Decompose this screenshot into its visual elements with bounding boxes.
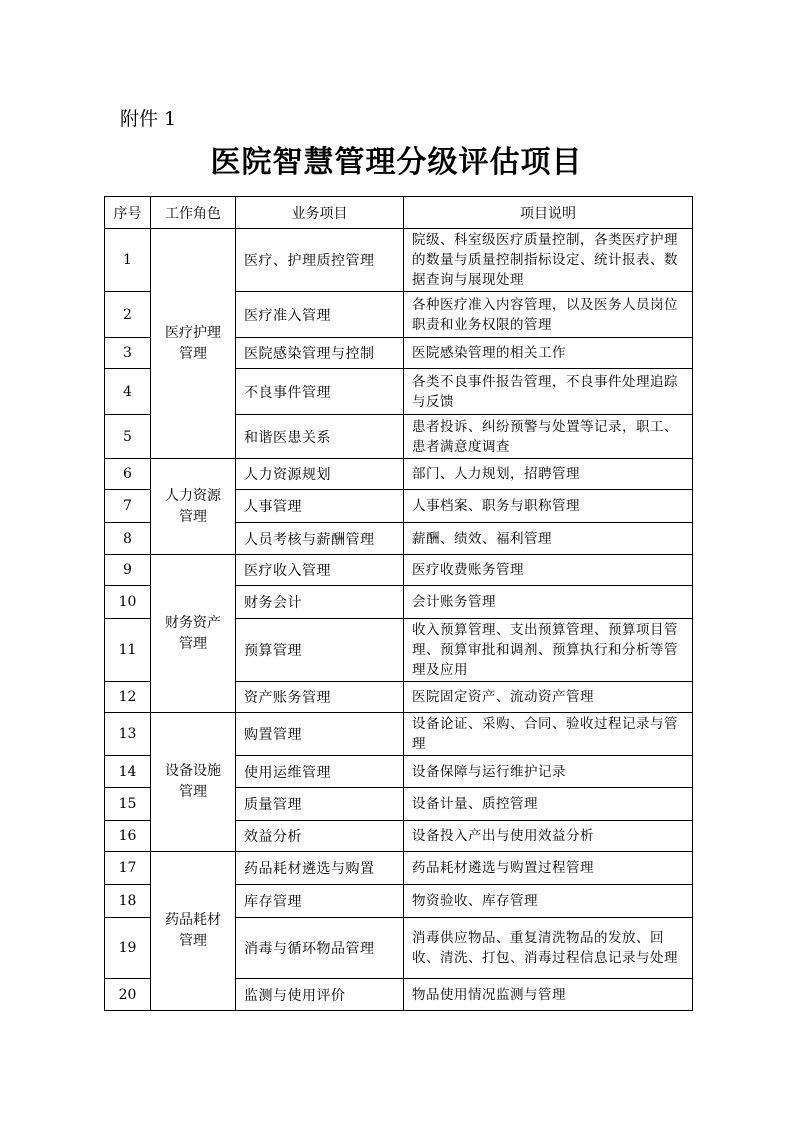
cell-item: 财务会计 — [236, 586, 404, 619]
page-title: 医院智慧管理分级评估项目 — [210, 145, 583, 180]
cell-desc: 收入预算管理、支出预算管理、预算项目管理、预算审批和调剂、预算执行和分析等管理及应用 — [404, 619, 693, 682]
cell-item: 药品耗材遴选与购置 — [236, 852, 404, 885]
cell-no: 7 — [105, 490, 151, 523]
cell-no: 13 — [105, 713, 151, 756]
cell-no: 10 — [105, 586, 151, 619]
cell-desc: 物品使用情况监测与管理 — [404, 979, 693, 1011]
cell-no: 11 — [105, 619, 151, 682]
cell-item: 预算管理 — [236, 619, 404, 682]
cell-role — [151, 852, 236, 1011]
cell-desc: 薪酬、绩效、福利管理 — [404, 523, 693, 555]
cell-no: 15 — [105, 788, 151, 821]
cell-desc: 设备保障与运行维护记录 — [404, 756, 693, 788]
table-row — [105, 229, 693, 292]
cell-item: 医疗准入管理 — [236, 292, 404, 338]
table-body — [105, 229, 693, 1011]
cell-desc: 人事档案、职务与职称管理 — [404, 490, 693, 523]
cell-role — [151, 459, 236, 555]
cell-no: 5 — [105, 415, 151, 459]
cell-no: 18 — [105, 885, 151, 918]
cell-role — [151, 229, 236, 459]
evaluation-table — [104, 196, 693, 1011]
cell-desc: 会计账务管理 — [404, 586, 693, 619]
cell-item: 不良事件管理 — [236, 369, 404, 415]
table-header-row — [105, 197, 693, 229]
cell-role — [151, 555, 236, 713]
cell-desc: 医疗收费账务管理 — [404, 555, 693, 586]
role-label: 医疗护理管理 — [165, 324, 221, 362]
role-label: 药品耗材管理 — [165, 912, 221, 949]
cell-item: 质量管理 — [236, 788, 404, 821]
role-label: 设备设施管理 — [165, 763, 221, 800]
cell-desc: 医院固定资产、流动资产管理 — [404, 682, 693, 713]
cell-no: 20 — [105, 979, 151, 1011]
cell-item: 人事管理 — [236, 490, 404, 523]
cell-desc: 部门、人力规划，招聘管理 — [404, 459, 693, 490]
role-label: 财务资产管理 — [165, 614, 221, 652]
cell-desc: 各种医疗准入内容管理，以及医务人员岗位职责和业务权限的管理 — [404, 292, 693, 338]
cell-desc: 设备投入产出与使用效益分析 — [404, 821, 693, 852]
attachment-label: 附件 1 — [120, 108, 177, 130]
table-row — [105, 713, 693, 756]
table-row — [105, 852, 693, 885]
cell-desc: 消毒供应物品、重复清洗物品的发放、回收、清洗、打包、消毒过程信息记录与处理 — [404, 918, 693, 979]
cell-item: 和谐医患关系 — [236, 415, 404, 459]
cell-no: 4 — [105, 369, 151, 415]
cell-desc: 物资验收、库存管理 — [404, 885, 693, 918]
cell-desc: 院级、科室级医疗质量控制，各类医疗护理的数量与质量控制指标设定、统计报表、数据查询与展现处理 — [404, 229, 693, 292]
cell-item: 人力资源规划 — [236, 459, 404, 490]
cell-item: 消毒与循环物品管理 — [236, 918, 404, 979]
cell-desc: 患者投诉、纠纷预警与处置等记录，职工、患者满意度调查 — [404, 415, 693, 459]
cell-item: 医院感染管理与控制 — [236, 338, 404, 369]
role-label: 人力资源管理 — [165, 487, 221, 525]
cell-no: 2 — [105, 292, 151, 338]
header-item: 业务项目 — [236, 197, 404, 229]
cell-desc: 药品耗材遴选与购置过程管理 — [404, 852, 693, 885]
cell-item: 库存管理 — [236, 885, 404, 918]
cell-item: 效益分析 — [236, 821, 404, 852]
cell-item: 医疗收入管理 — [236, 555, 404, 586]
cell-item: 资产账务管理 — [236, 682, 404, 713]
cell-item: 医疗、护理质控管理 — [236, 229, 404, 292]
header-role: 工作角色 — [151, 197, 236, 229]
cell-item: 购置管理 — [236, 713, 404, 756]
header-no: 序号 — [105, 197, 151, 229]
cell-no: 16 — [105, 821, 151, 852]
cell-no: 17 — [105, 852, 151, 885]
cell-item: 使用运维管理 — [236, 756, 404, 788]
cell-no: 1 — [105, 229, 151, 292]
cell-item: 监测与使用评价 — [236, 979, 404, 1011]
cell-desc: 医院感染管理的相关工作 — [404, 338, 693, 369]
cell-no: 12 — [105, 682, 151, 713]
cell-desc: 各类不良事件报告管理，不良事件处理追踪与反馈 — [404, 369, 693, 415]
cell-desc: 设备计量、质控管理 — [404, 788, 693, 821]
table-row — [105, 555, 693, 586]
cell-no: 9 — [105, 555, 151, 586]
cell-role — [151, 713, 236, 852]
cell-no: 14 — [105, 756, 151, 788]
cell-no: 19 — [105, 918, 151, 979]
cell-item: 人员考核与薪酬管理 — [236, 523, 404, 555]
cell-no: 6 — [105, 459, 151, 490]
cell-desc: 设备论证、采购、合同、验收过程记录与管理 — [404, 713, 693, 756]
header-desc: 项目说明 — [404, 197, 693, 229]
cell-no: 3 — [105, 338, 151, 369]
table-row — [105, 459, 693, 490]
cell-no: 8 — [105, 523, 151, 555]
